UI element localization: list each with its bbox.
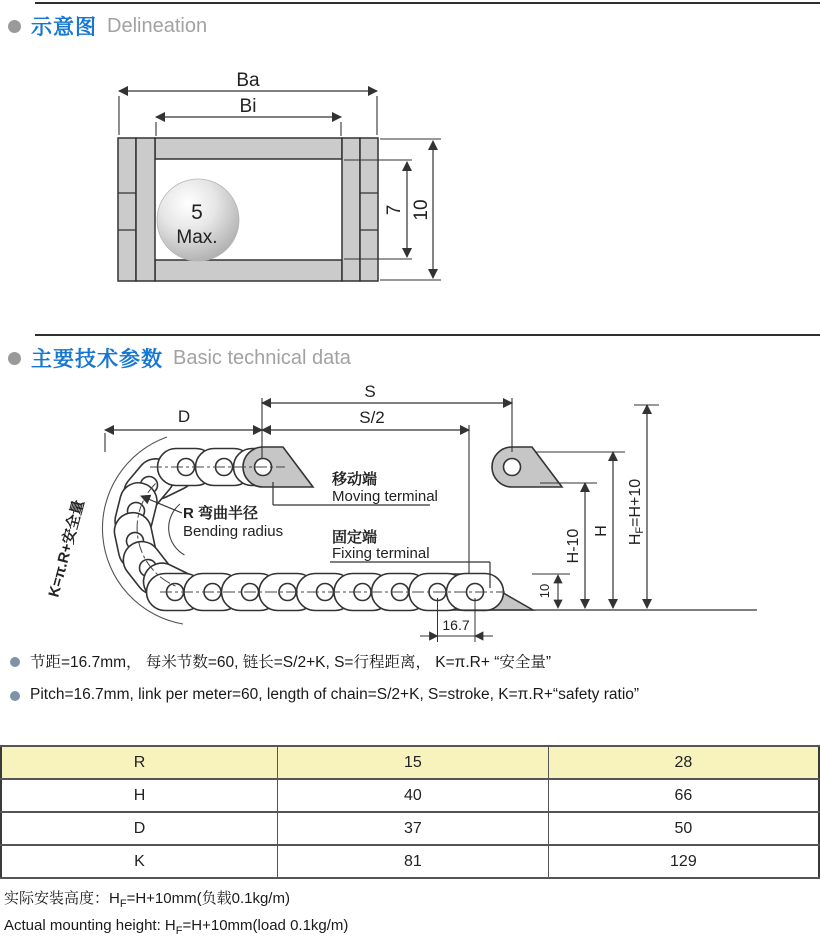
mounting-height-en: Actual mounting height: $H_F=H+10mm(load$ 0.1kg/m): [4, 917, 349, 937]
dim-10-label: 10: [537, 583, 552, 599]
mounting-height-zh: 实际安装高度：$H_F=H+10mm$(负载0.1kg/m): [4, 890, 290, 910]
table-row: [1, 746, 819, 779]
cross-section-diagram: [0, 60, 480, 310]
dim-hf-label: HF=H+10: [627, 478, 646, 546]
section2-divider: [35, 334, 820, 336]
note-text: 节距=16.7mm， 每米节数=60, 链长=S/2+K, S=行程距离， K=π.R+ “安全量”: [30, 654, 552, 671]
dim-h10-label: H-10: [565, 528, 582, 564]
table-cell-value: 15: [278, 746, 549, 779]
bending-radius-label: [141, 496, 283, 540]
bullet-icon: [8, 352, 21, 365]
table-cell-value: 81: [278, 845, 549, 878]
dim-hf: [627, 405, 659, 608]
dim-d-label: D: [177, 407, 191, 426]
table-cell-label: R: [1, 746, 278, 779]
table-cell-value: 28: [548, 746, 819, 779]
bullet-icon: [8, 20, 21, 33]
table-cell-label: K: [1, 845, 278, 878]
bullet-icon: [10, 657, 20, 667]
dim-10-label: 10: [411, 199, 432, 221]
dim-d: [105, 407, 262, 452]
dim-ba-label: Ba: [236, 70, 260, 91]
chain-side-diagram: [0, 383, 820, 645]
section1-divider: [35, 2, 820, 4]
table-cell-value: 66: [548, 779, 819, 812]
footer-notes: [4, 888, 348, 942]
table-row: [1, 779, 819, 812]
note-pitch-zh: [10, 650, 551, 672]
dim-bi: [156, 96, 341, 136]
table-cell-value: 129: [548, 845, 819, 878]
table-row: [1, 845, 819, 878]
section1-title-en: Delineation: [107, 14, 208, 37]
dim-7-label: 7: [384, 204, 405, 216]
section2-header: [8, 343, 351, 373]
table-cell-value: 37: [278, 812, 549, 845]
ball-max-label: Max.: [176, 227, 218, 248]
table-cell-label: H: [1, 779, 278, 812]
dim-pitch-label: 16.7: [442, 617, 470, 633]
section2-title-en: Basic technical data: [173, 346, 351, 369]
cable-ball: [157, 179, 239, 261]
curve-formula-label: K=π.R+安全量: [45, 498, 88, 600]
dim-s: [262, 383, 512, 458]
table-cell-value: 40: [278, 779, 549, 812]
chain-frame: [118, 138, 378, 281]
bend-en: Bending radius: [183, 523, 284, 540]
dim-s-label: S: [364, 383, 376, 401]
table-row: [1, 812, 819, 845]
bullet-icon: [10, 691, 20, 701]
moving-terminal-bracket-far: [492, 447, 562, 487]
section2-title-zh: 主要技术参数: [31, 348, 163, 371]
section1-header: [8, 11, 207, 41]
fixing-en: Fixing terminal: [332, 545, 430, 562]
moving-en: Moving terminal: [332, 488, 438, 505]
dim-h-label: H: [593, 525, 610, 537]
spec-table: [0, 745, 820, 879]
note-text: Pitch=16.7mm, link per meter=60, length of chain=S/2+K, S=stroke, K=π.R+“safety ratio”: [30, 686, 640, 703]
chain-links: [111, 447, 504, 615]
moving-zh: 移动端: [332, 471, 378, 488]
note-pitch-en: [10, 686, 639, 704]
fixing-zh: 固定端: [332, 529, 378, 546]
table-cell-value: 50: [548, 812, 819, 845]
ball-value: 5: [191, 201, 203, 224]
dim-bi-label: Bi: [239, 96, 257, 117]
dim-10: [532, 574, 570, 608]
bend-zh: R 弯曲半径: [183, 505, 259, 522]
table-cell-label: D: [1, 812, 278, 845]
dim-s2-label: S/2: [359, 408, 385, 427]
section1-title-zh: 示意图: [31, 16, 97, 39]
